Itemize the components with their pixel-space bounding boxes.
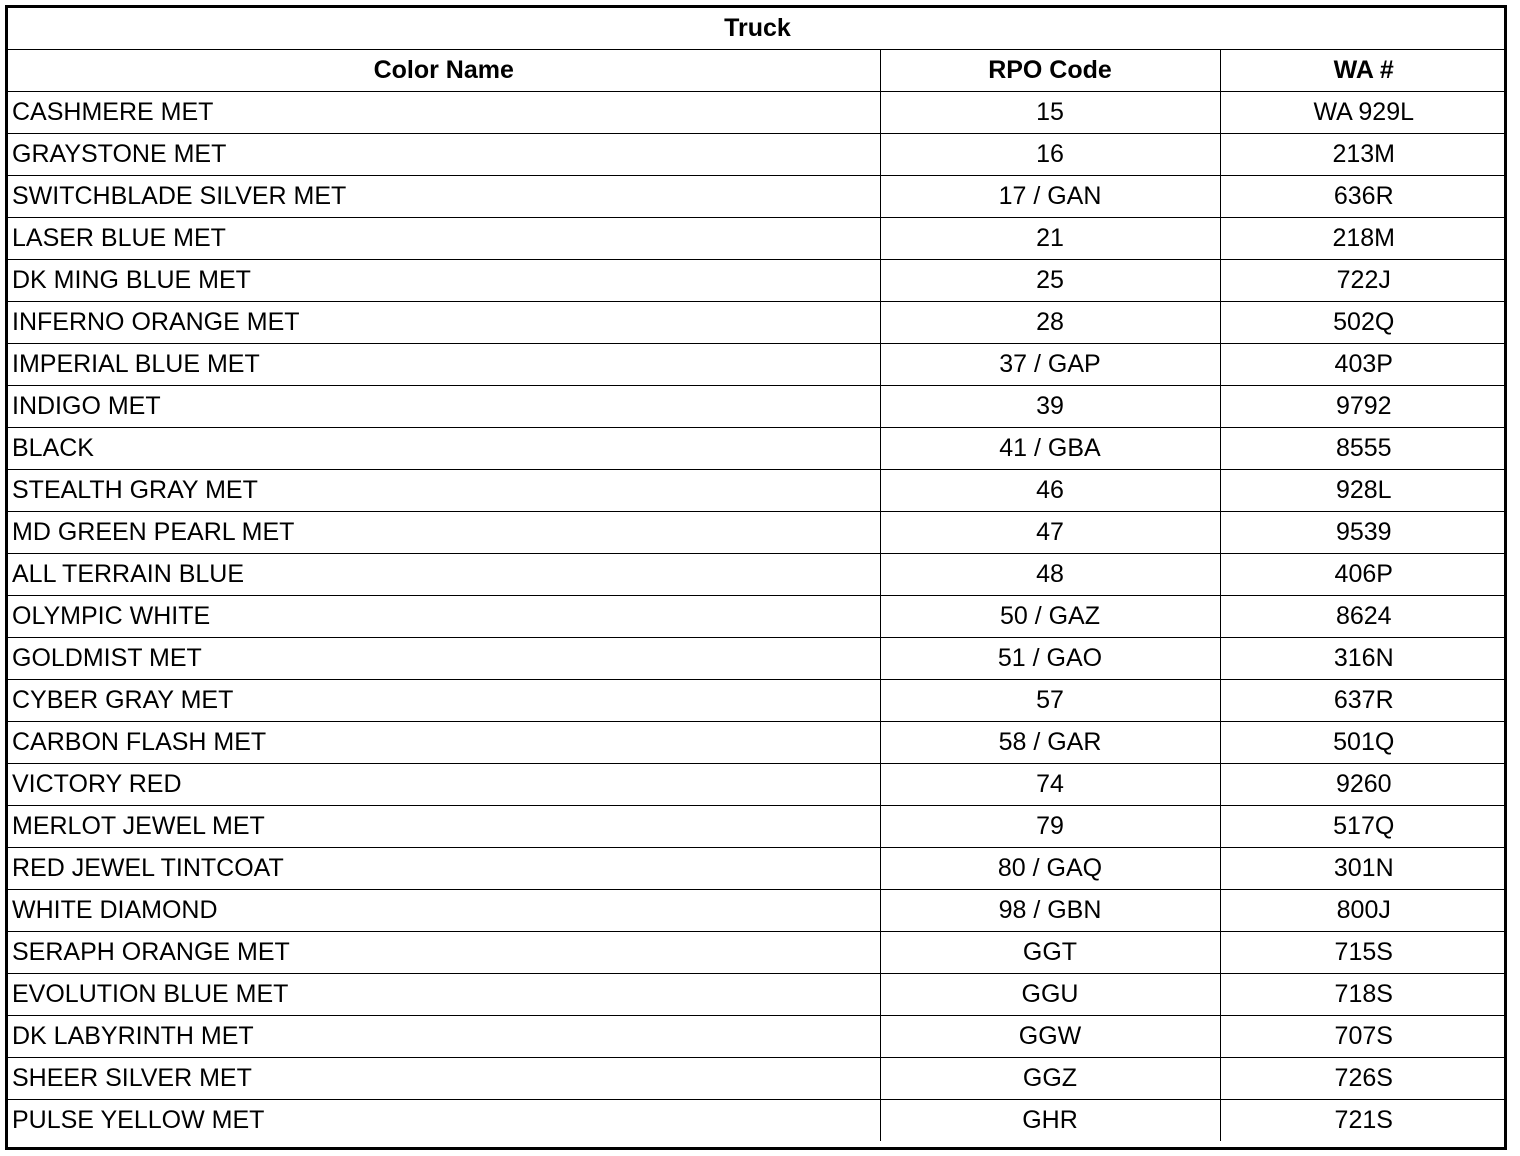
color-name-cell: EVOLUTION BLUE MET: [8, 974, 880, 1016]
color-name-cell: STEALTH GRAY MET: [8, 470, 880, 512]
color-name-cell: CASHMERE MET: [8, 92, 880, 134]
rpo-code-cell: 39: [880, 386, 1220, 428]
rpo-code-cell: GGT: [880, 932, 1220, 974]
rpo-code-cell: 15: [880, 92, 1220, 134]
table-row: [8, 1016, 1507, 1058]
color-name-cell: INFERNO ORANGE MET: [8, 302, 880, 344]
color-name-cell: BLACK: [8, 428, 880, 470]
table-row: [8, 134, 1507, 176]
rpo-code-cell: 74: [880, 764, 1220, 806]
wa-number-cell: 301N: [1220, 848, 1507, 890]
color-name-cell: SHEER SILVER MET: [8, 1058, 880, 1100]
color-name-cell: DK MING BLUE MET: [8, 260, 880, 302]
wa-number-cell: 637R: [1220, 680, 1507, 722]
rpo-code-cell: 48: [880, 554, 1220, 596]
wa-number-cell: 502Q: [1220, 302, 1507, 344]
table-row: [8, 176, 1507, 218]
color-name-cell: INDIGO MET: [8, 386, 880, 428]
rpo-code-cell: 98 / GBN: [880, 890, 1220, 932]
table-row: [8, 764, 1507, 806]
rpo-code-cell: GGU: [880, 974, 1220, 1016]
wa-number-cell: 726S: [1220, 1058, 1507, 1100]
rpo-code-cell: 21: [880, 218, 1220, 260]
rpo-code-cell: 17 / GAN: [880, 176, 1220, 218]
table-row: [8, 428, 1507, 470]
table-row: [8, 302, 1507, 344]
wa-number-cell: 213M: [1220, 134, 1507, 176]
wa-number-cell: 928L: [1220, 470, 1507, 512]
wa-number-cell: 636R: [1220, 176, 1507, 218]
table-row: [8, 638, 1507, 680]
wa-number-cell: 9792: [1220, 386, 1507, 428]
wa-number-cell: 218M: [1220, 218, 1507, 260]
rpo-code-cell: 50 / GAZ: [880, 596, 1220, 638]
table-row: [8, 512, 1507, 554]
column-header-color-name: Color Name: [8, 50, 880, 92]
color-name-cell: VICTORY RED: [8, 764, 880, 806]
color-name-cell: CARBON FLASH MET: [8, 722, 880, 764]
color-name-cell: WHITE DIAMOND: [8, 890, 880, 932]
rpo-code-cell: 28: [880, 302, 1220, 344]
table-row: [8, 932, 1507, 974]
wa-number-cell: 9260: [1220, 764, 1507, 806]
table-row: [8, 806, 1507, 848]
table-row: [8, 974, 1507, 1016]
rpo-code-cell: 47: [880, 512, 1220, 554]
table-title-row: [8, 8, 1507, 50]
color-name-cell: DK LABYRINTH MET: [8, 1016, 880, 1058]
wa-number-cell: 316N: [1220, 638, 1507, 680]
color-name-cell: IMPERIAL BLUE MET: [8, 344, 880, 386]
table-header-row: [8, 50, 1507, 92]
column-header-rpo-code: RPO Code: [880, 50, 1220, 92]
color-name-cell: RED JEWEL TINTCOAT: [8, 848, 880, 890]
color-name-cell: SWITCHBLADE SILVER MET: [8, 176, 880, 218]
wa-number-cell: 800J: [1220, 890, 1507, 932]
color-name-cell: SERAPH ORANGE MET: [8, 932, 880, 974]
color-name-cell: GRAYSTONE MET: [8, 134, 880, 176]
rpo-code-cell: 37 / GAP: [880, 344, 1220, 386]
table-row: [8, 470, 1507, 512]
color-name-cell: MD GREEN PEARL MET: [8, 512, 880, 554]
table-row: [8, 890, 1507, 932]
rpo-code-cell: 41 / GBA: [880, 428, 1220, 470]
table-row: [8, 596, 1507, 638]
rpo-code-cell: 79: [880, 806, 1220, 848]
rpo-code-cell: GGZ: [880, 1058, 1220, 1100]
table-row: [8, 848, 1507, 890]
column-header-wa-number: WA #: [1220, 50, 1507, 92]
color-name-cell: LASER BLUE MET: [8, 218, 880, 260]
table-body: [8, 92, 1507, 1142]
rpo-code-cell: 46: [880, 470, 1220, 512]
wa-number-cell: 718S: [1220, 974, 1507, 1016]
rpo-code-cell: 16: [880, 134, 1220, 176]
color-name-cell: MERLOT JEWEL MET: [8, 806, 880, 848]
paint-code-table-frame: [5, 5, 1507, 1150]
table-row: [8, 344, 1507, 386]
wa-number-cell: 406P: [1220, 554, 1507, 596]
table-row: [8, 260, 1507, 302]
table-row: [8, 92, 1507, 134]
table-row: [8, 218, 1507, 260]
wa-number-cell: 721S: [1220, 1100, 1507, 1142]
rpo-code-cell: 80 / GAQ: [880, 848, 1220, 890]
rpo-code-cell: 51 / GAO: [880, 638, 1220, 680]
paint-code-table: [8, 8, 1507, 1141]
table-row: [8, 722, 1507, 764]
color-name-cell: OLYMPIC WHITE: [8, 596, 880, 638]
wa-number-cell: 517Q: [1220, 806, 1507, 848]
wa-number-cell: 501Q: [1220, 722, 1507, 764]
wa-number-cell: 9539: [1220, 512, 1507, 554]
color-name-cell: ALL TERRAIN BLUE: [8, 554, 880, 596]
rpo-code-cell: GGW: [880, 1016, 1220, 1058]
table-row: [8, 1100, 1507, 1142]
table-row: [8, 1058, 1507, 1100]
rpo-code-cell: 25: [880, 260, 1220, 302]
wa-number-cell: 8555: [1220, 428, 1507, 470]
table-row: [8, 554, 1507, 596]
color-name-cell: GOLDMIST MET: [8, 638, 880, 680]
color-name-cell: PULSE YELLOW MET: [8, 1100, 880, 1142]
rpo-code-cell: 57: [880, 680, 1220, 722]
wa-number-cell: 715S: [1220, 932, 1507, 974]
wa-number-cell: WA 929L: [1220, 92, 1507, 134]
table-title: Truck: [8, 8, 1507, 50]
rpo-code-cell: 58 / GAR: [880, 722, 1220, 764]
wa-number-cell: 8624: [1220, 596, 1507, 638]
rpo-code-cell: GHR: [880, 1100, 1220, 1142]
color-name-cell: CYBER GRAY MET: [8, 680, 880, 722]
table-row: [8, 680, 1507, 722]
wa-number-cell: 722J: [1220, 260, 1507, 302]
table-row: [8, 386, 1507, 428]
wa-number-cell: 403P: [1220, 344, 1507, 386]
wa-number-cell: 707S: [1220, 1016, 1507, 1058]
